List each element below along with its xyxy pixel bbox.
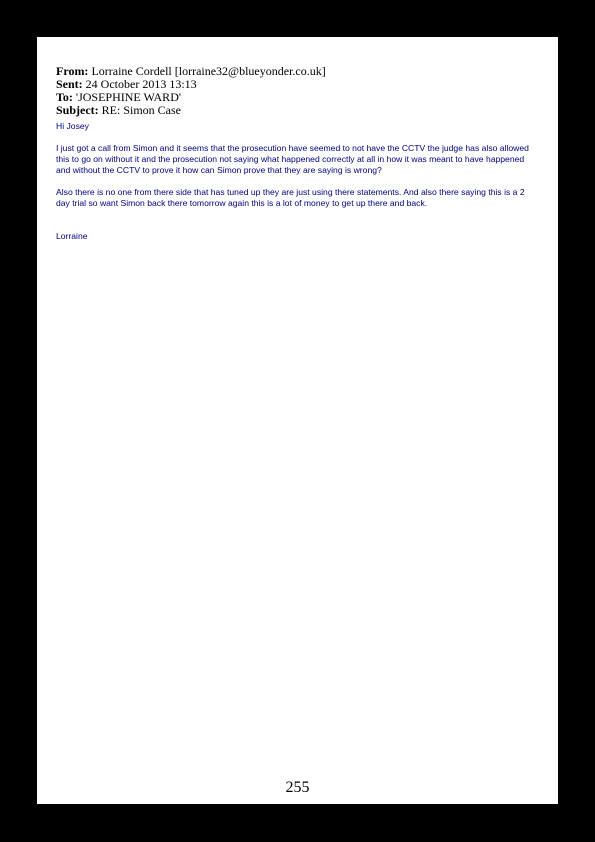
sent-value: 24 October 2013 13:13 [85, 77, 197, 91]
sent-label: Sent: [56, 77, 83, 91]
to-label: To: [56, 90, 73, 104]
subject-label: Subject: [56, 103, 99, 117]
to-value: 'JOSEPHINE WARD' [75, 90, 182, 104]
email-body [56, 121, 540, 242]
subject-line [56, 104, 536, 117]
email-greeting: Hi Josey [56, 121, 89, 131]
page-number: 255 [285, 779, 310, 796]
email-paragraph-2: Also there is no one from there side that has tuned up they are just using there statements. And also there saying this is a 2 day trial so want Simon back there tomorrow again this is a lot of money to get up there and back. [56, 187, 525, 208]
email-header [56, 65, 536, 117]
email-paragraph-1: I just got a call from Simon and it seems that the prosecution have seemed to not have the CCTV the judge has also allowed this to go on without it and the prosecution not saying what happened correctly at all in how it was meant to have happened and without the CCTV to prove it how can Simon prove that they are saying is wrong? [56, 143, 529, 175]
from-label: From: [56, 64, 89, 78]
document-page [37, 37, 558, 804]
from-value: Lorraine Cordell [lorraine32@blueyonder.co.uk] [91, 64, 326, 78]
subject-value: RE: Simon Case [101, 103, 182, 117]
email-signoff: Lorraine [56, 231, 88, 241]
